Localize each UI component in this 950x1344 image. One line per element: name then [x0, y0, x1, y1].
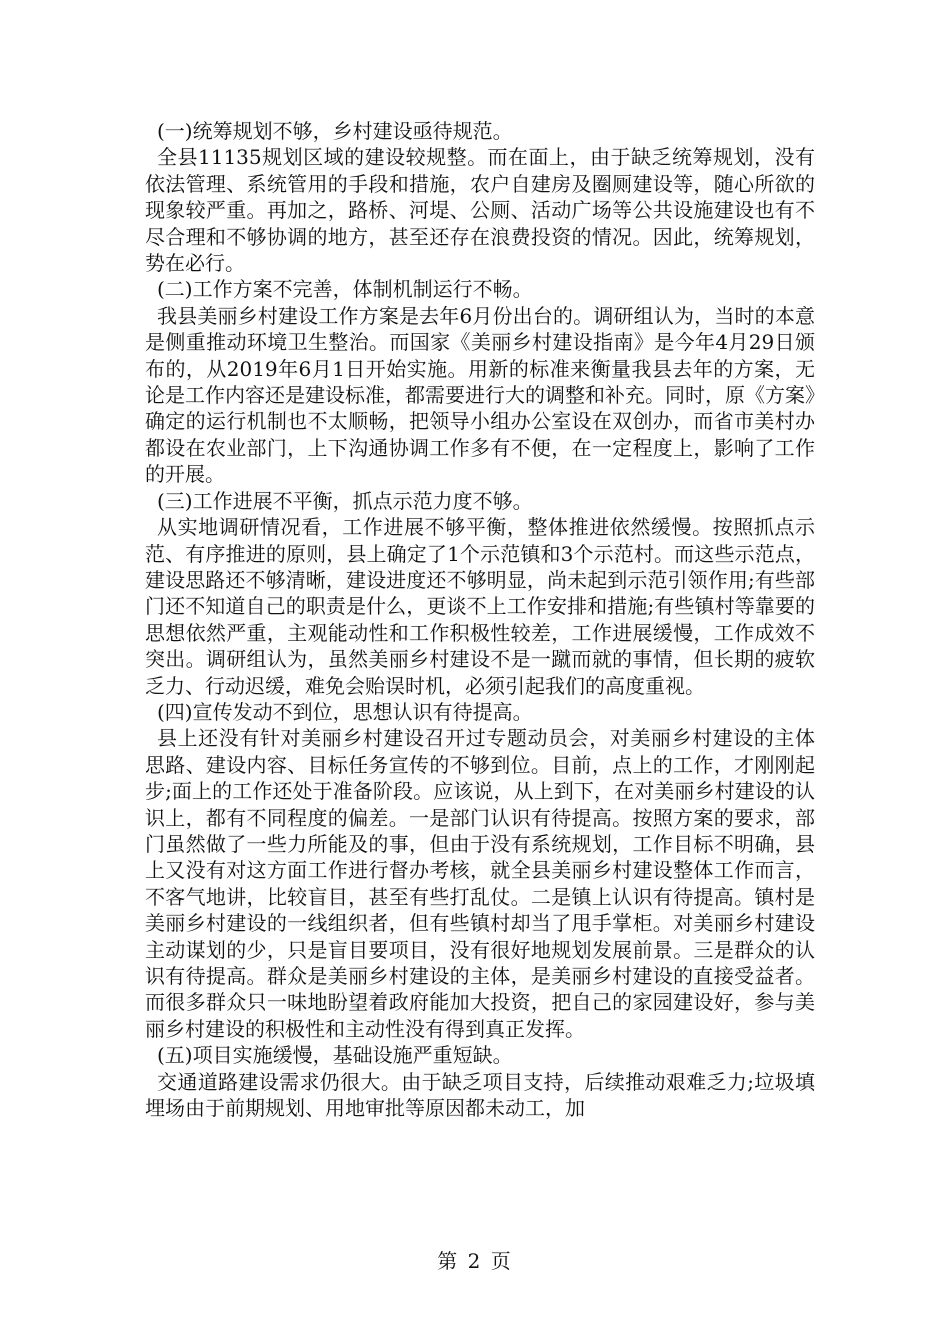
- section-3-heading: (三)工作进展不平衡，抓点示范力度不够。: [157, 488, 533, 513]
- section-2-paragraph: 我县美丽乡村建设工作方案是去年6月份出台的。调研组认为，当时的本意是侧重推动环境卫生整治。而国家《美丽乡村建设指南》是今年4月29日颁布的，从2019年6月1日开始实施。用新的标准来衡量我县去年的方案，无论是工作内容还是建设标准，都需要进行大的调整和补充。同时，原《方案》确定的运行机制也不太顺畅，把领导小组办公室设在双创办，而省市美村办都设在农业部门，上下沟通协调工作多有不便，在一定程度上，影响了工作的开展。: [145, 303, 815, 487]
- section-3-paragraph: 从实地调研情况看，工作进展不够平衡，整体推进依然缓慢。按照抓点示范、有序推进的原则，县上确定了1个示范镇和3个示范村。而这些示范点，建设思路还不够清晰，建设进度还不够明显，尚未起到示范引领作用;有些部门还不知道自己的职责是什么，更谈不上工作安排和措施;有些镇村等靠要的思想依然严重，主观能动性和工作积极性较差，工作进展缓慢，工作成效不突出。调研组认为，虽然美丽乡村建设不是一蹴而就的事情，但长期的疲软乏力、行动迟缓，难免会贻误时机，必须引起我们的高度重视。: [145, 515, 815, 698]
- section-4-paragraph: 县上还没有针对美丽乡村建设召开过专题动员会，对美丽乡村建设的主体思路、建设内容、目标任务宣传的不够到位。目前，点上的工作，才刚刚起步;面上的工作还处于准备阶段。应该说，从上到下，在对美丽乡村建设的认识上，都有不同程度的偏差。一是部门认识有待提高。按照方案的要求，部门虽然做了一些力所能及的事，但由于没有系统规划，工作目标不明确，县上又没有对这方面工作进行督办考核，就全县美丽乡村建设整体工作而言，不客气地讲，比较盲目，甚至有些打乱仗。二是镇上认识有待提高。镇村是美丽乡村建设的一线组织者，但有些镇村却当了甩手掌柜。对美丽乡村建设主动谋划的少，只是盲目要项目，没有很好地规划发展前景。三是群众的认识有待提高。群众是美丽乡村建设的主体，是美丽乡村建设的直接受益者。而很多群众只一味地盼望着政府能加大投资，把自己的家园建设好，参与美丽乡村建设的积极性和主动性没有得到真正发挥。: [145, 726, 815, 1041]
- section-1-heading: (一)统筹规划不够，乡村建设亟待规范。: [157, 119, 513, 143]
- section-1-paragraph: 全县11135规划区域的建设较规整。而在面上，由于缺乏统筹规划，没有依法管理、系统管用的手段和措施，农户自建房及圈厕建设等，随心所欲的现象较严重。再加之，路桥、河堤、公厕、活动广场等公共设施建设也有不尽合理和不够协调的地方，甚至还存在浪费投资的情况。因此，统筹规划，势在必行。: [145, 145, 815, 276]
- section-5-heading: (五)项目实施缓慢，基础设施严重短缺。: [157, 1043, 513, 1068]
- section-4-heading: (四)宣传发动不到位，思想认识有待提高。: [157, 699, 533, 724]
- section-5-paragraph: 交通道路建设需求仍很大。由于缺乏项目支持，后续推动艰难乏力;垃圾填埋场由于前期规划、用地审批等原因都未动工，加: [145, 1069, 815, 1121]
- document-body: [145, 118, 815, 1121]
- section-2-heading: (二)工作方案不完善，体制机制运行不畅。: [157, 277, 533, 302]
- page-number-footer: 第 2 页: [437, 1249, 513, 1273]
